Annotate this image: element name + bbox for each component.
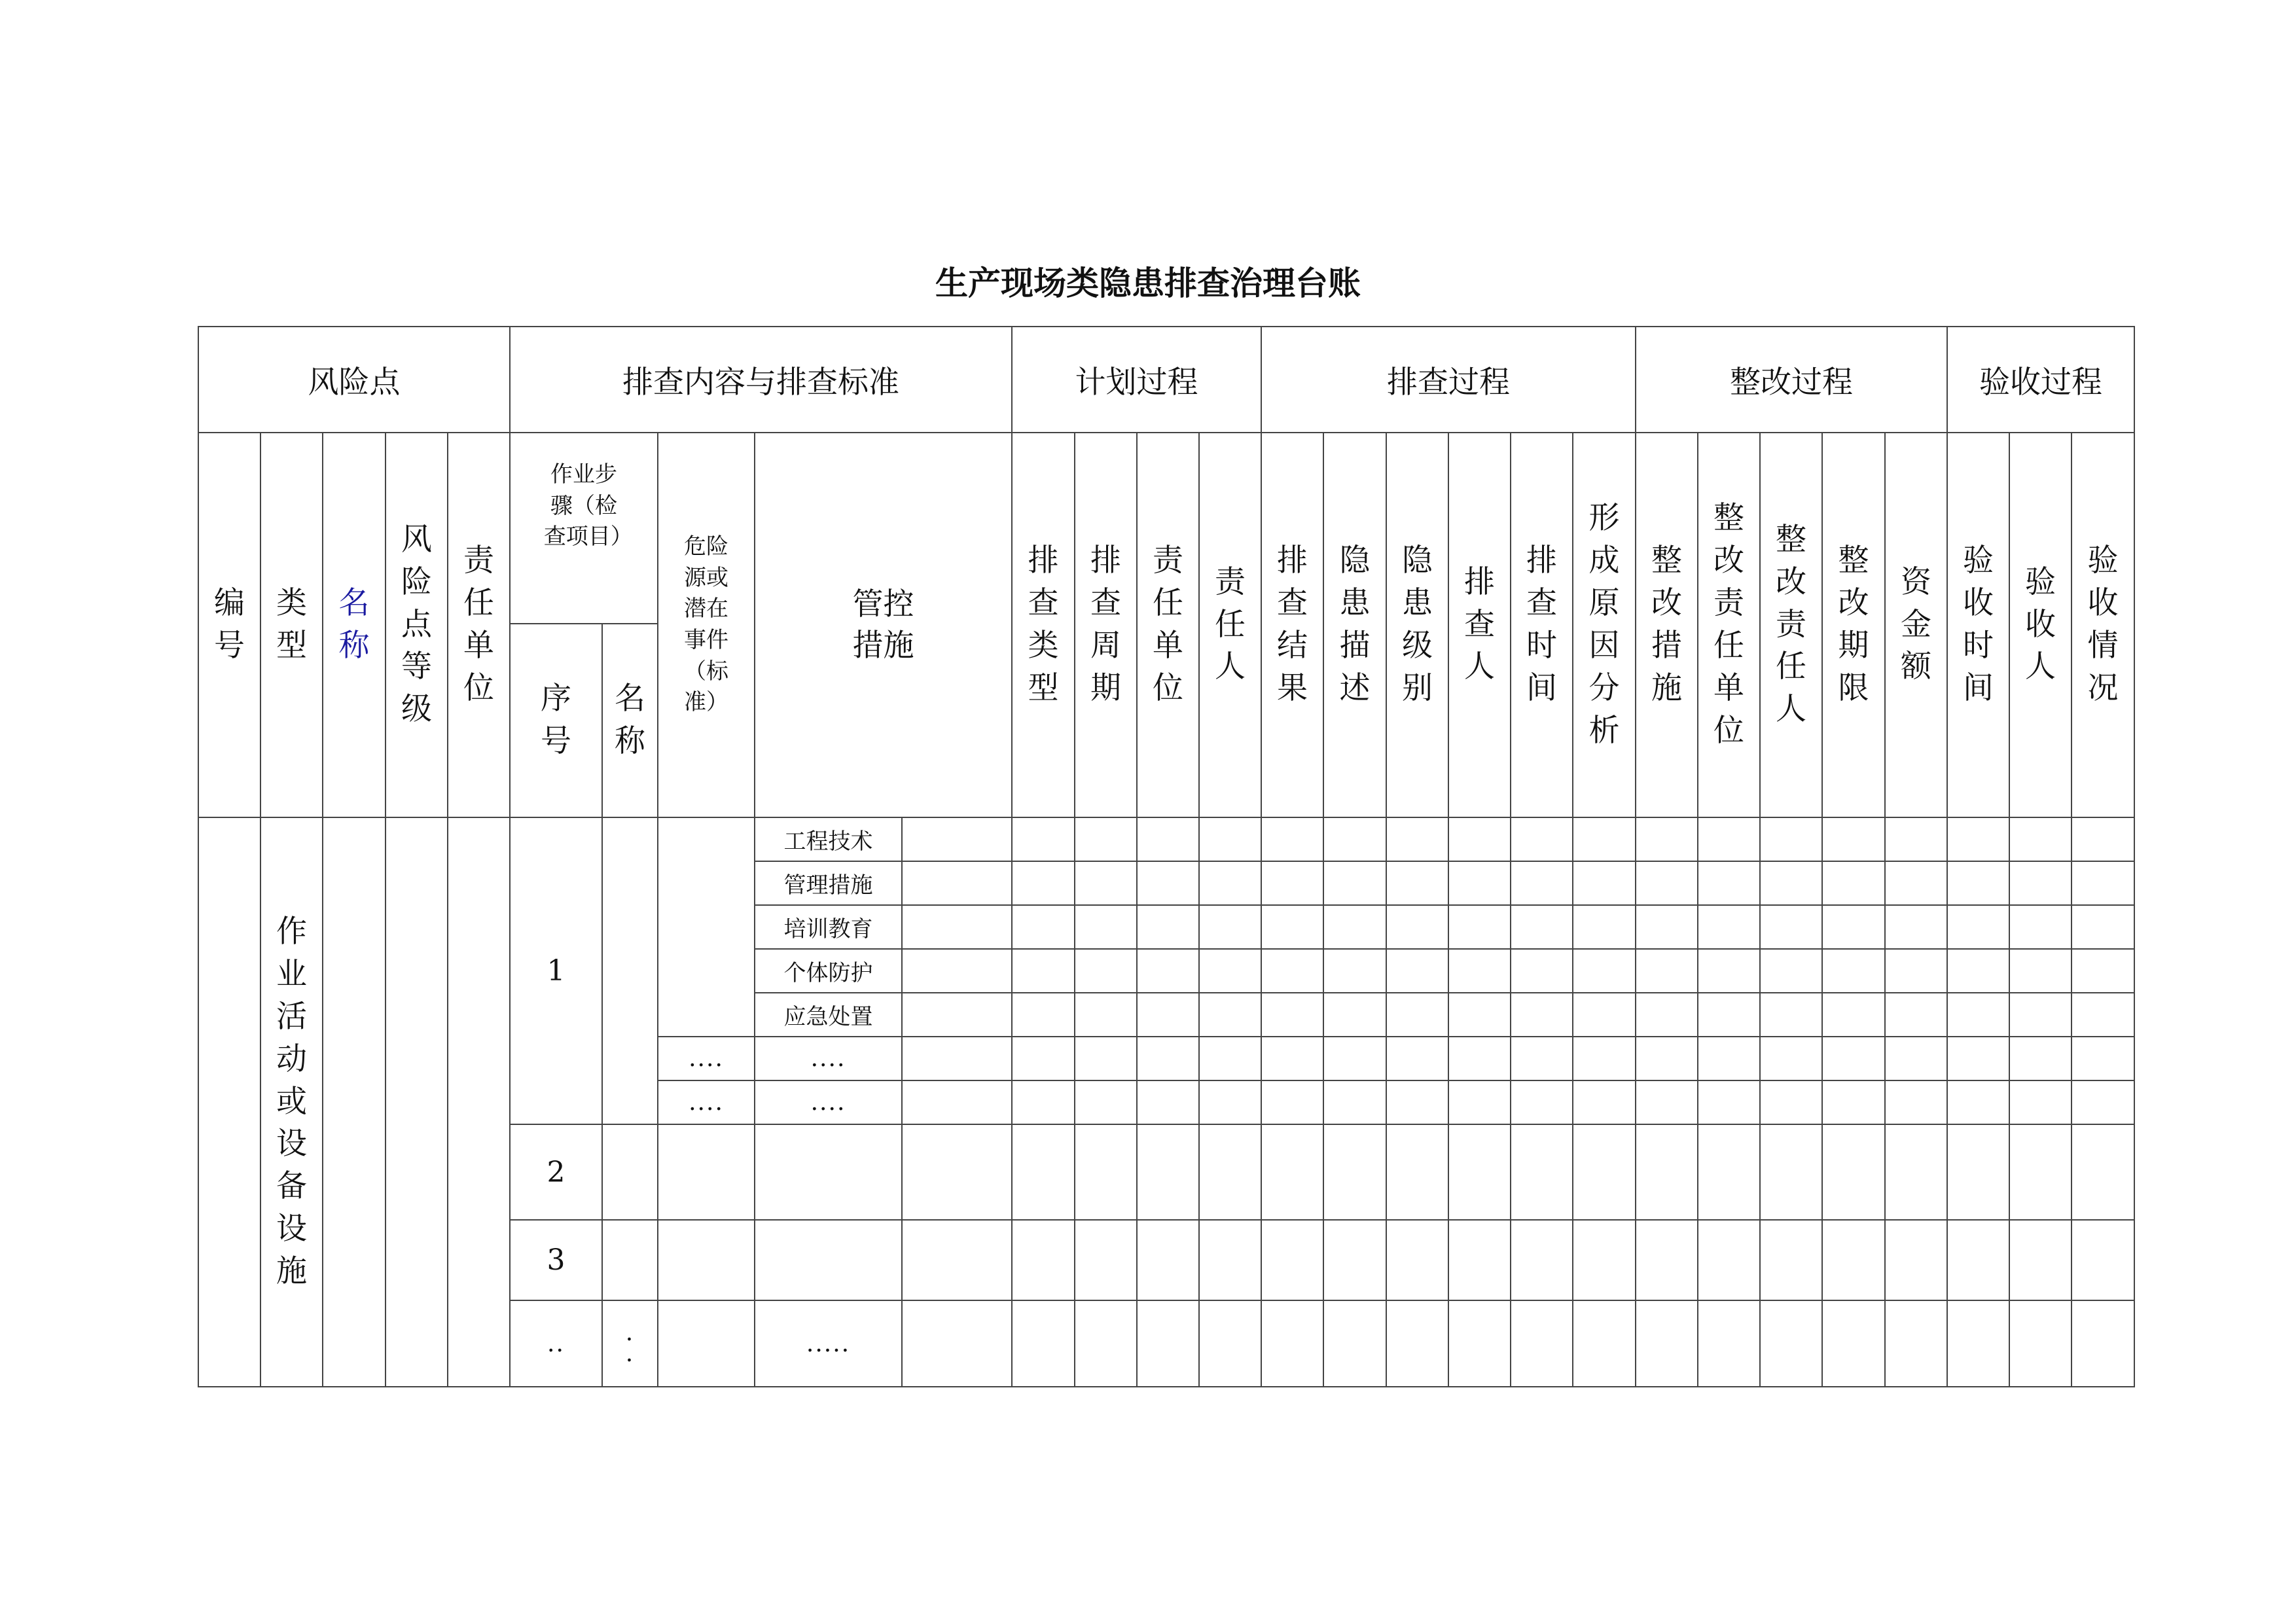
col-plan-unit: 责任单位 <box>1137 433 1199 817</box>
col-name: 名称 <box>323 433 386 817</box>
cell-resp-unit <box>448 817 510 1387</box>
col-plan-person: 责任人 <box>1199 433 1261 817</box>
group-plan-process: 计划过程 <box>1012 327 1261 433</box>
col-acceptor: 验收人 <box>2009 433 2072 817</box>
col-inspect-result: 排查结果 <box>1261 433 1323 817</box>
col-plan-type: 排查类型 <box>1012 433 1075 817</box>
cell-step-name <box>602 817 658 1124</box>
col-seq: 序号 <box>510 624 602 817</box>
col-rectify-measure: 整改措施 <box>1636 433 1698 817</box>
col-accept-time: 验收时间 <box>1947 433 2009 817</box>
cell-seq: 1 <box>510 817 602 1124</box>
control-item: 培训教育 <box>755 905 902 949</box>
col-code: 编号 <box>198 433 260 817</box>
group-rectify-process: 整改过程 <box>1636 327 1947 433</box>
page-title: 生产现场类隐患排查治理台账 <box>935 264 1361 302</box>
col-resp-unit: 责任单位 <box>448 433 510 817</box>
control-ellipsis-long: ..... <box>755 1300 902 1387</box>
control-item: 应急处置 <box>755 993 902 1037</box>
control-ellipsis: .... <box>755 1080 902 1124</box>
col-plan-cycle: 排查周期 <box>1075 433 1137 817</box>
cell-seq: 2 <box>510 1124 602 1220</box>
cell-name-ellipsis: . . <box>602 1300 658 1387</box>
col-control: 管控措施 <box>755 433 1012 817</box>
col-inspect-time: 排查时间 <box>1511 433 1573 817</box>
cell-hazard <box>658 817 755 1037</box>
group-header-row <box>198 327 2134 433</box>
control-item: 工程技术 <box>755 817 902 861</box>
col-rectify-deadline: 整改期限 <box>1822 433 1885 817</box>
col-type: 类型 <box>260 433 323 817</box>
col-accept-status: 验收情况 <box>2072 433 2134 817</box>
col-work-step: 作业步骤（检查项目） <box>510 433 658 624</box>
group-inspect-process: 排查过程 <box>1261 327 1636 433</box>
table-row <box>198 817 2134 861</box>
hazard-ledger-table <box>198 326 2135 1387</box>
cell-code <box>198 817 260 1387</box>
cell <box>902 817 1012 861</box>
hazard-ellipsis: .... <box>658 1080 755 1124</box>
group-inspection-content: 排查内容与排查标准 <box>510 327 1012 433</box>
col-rectify-person: 整改责任人 <box>1760 433 1822 817</box>
col-risk-level: 风险点等级 <box>386 433 448 817</box>
cell-risk-level <box>386 817 448 1387</box>
col-hazard: 危险源或潜在事件（标准） <box>658 433 755 817</box>
col-step-name: 名称 <box>602 624 658 817</box>
group-risk-point: 风险点 <box>198 327 510 433</box>
control-ellipsis: .... <box>755 1037 902 1080</box>
cell-seq-ellipsis: .. <box>510 1300 602 1387</box>
col-hazard-level: 隐患级别 <box>1386 433 1448 817</box>
sub-header-row <box>198 433 2134 624</box>
hazard-ellipsis: .... <box>658 1037 755 1080</box>
col-funds: 资金额 <box>1885 433 1947 817</box>
col-cause-analysis: 形成原因分析 <box>1573 433 1636 817</box>
cell-type: 作业活动或设备设施 <box>260 817 323 1387</box>
cell-name <box>323 817 386 1387</box>
control-item: 个体防护 <box>755 949 902 993</box>
group-accept-process: 验收过程 <box>1947 327 2134 433</box>
col-rectify-unit: 整改责任单位 <box>1698 433 1760 817</box>
col-hazard-desc: 隐患描述 <box>1323 433 1386 817</box>
control-item: 管理措施 <box>755 861 902 905</box>
cell-seq: 3 <box>510 1220 602 1300</box>
col-inspector: 排查人 <box>1448 433 1511 817</box>
